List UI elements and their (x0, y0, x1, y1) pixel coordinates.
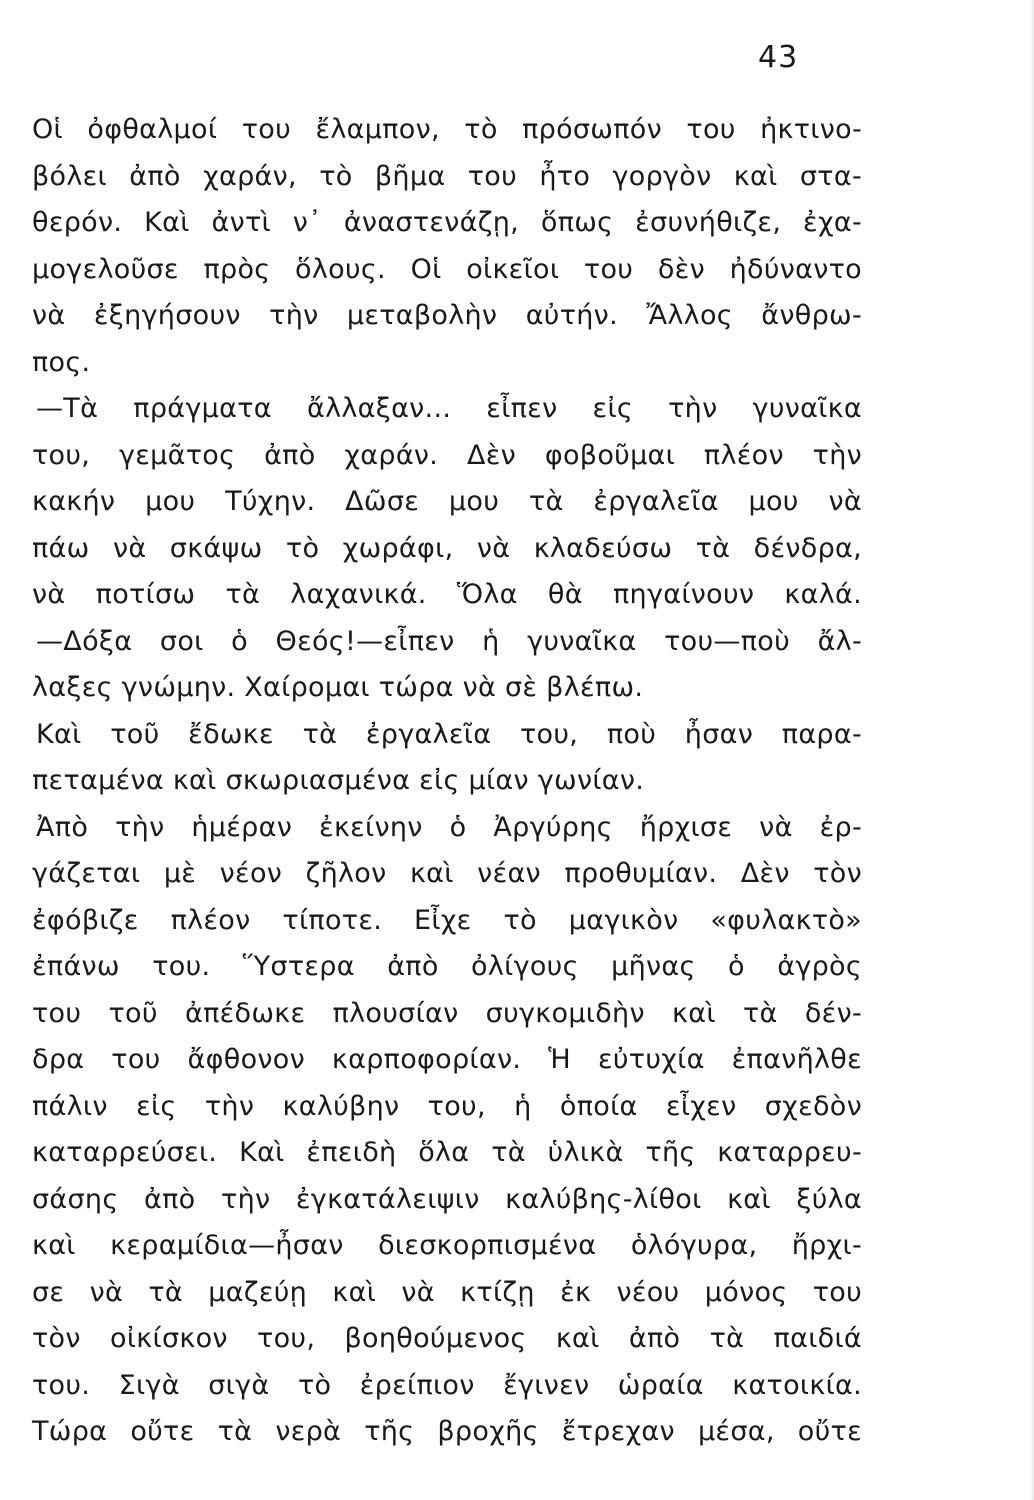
text-line: Τώρα οὔτε τὰ νερὰ τῆς βροχῆς ἔτρεχαν μέσα, οὔτε (32, 1416, 862, 1447)
text-line: πος. (32, 346, 91, 378)
body-text (32, 107, 862, 1456)
text-line: νὰ ποτίσω τὰ λαχανικά. Ὅλα θὰ πηγαίνουν καλά. (32, 579, 862, 610)
text-line: του τοῦ ἀπέδωκε πλουσίαν συγκομιδὴν καὶ τὰ δέν- (32, 997, 862, 1029)
text-line: θερόν. Καὶ ἀντὶ ν᾽ ἀναστενάζῃ, ὅπως ἐσυνήθιζε, ἐχα- (32, 207, 862, 238)
text-line: δρα του ἄφθονον καρποφορίαν. Ἡ εὐτυχία ἐπανῆλθε (32, 1044, 862, 1075)
text-line: πάλιν εἰς τὴν καλύβην του, ἡ ὁποία εἶχεν σχεδὸν (32, 1090, 862, 1122)
text-line: λαξες γνώμην. Χαίρομαι τώρα νὰ σὲ βλέπω. (32, 672, 644, 703)
text-line: σε νὰ τὰ μαζεύῃ καὶ νὰ κτίζῃ ἐκ νέου μόνος του (32, 1276, 862, 1308)
page-number: 43 (758, 40, 799, 75)
text-line: μογελοῦσε πρὸς ὅλους. Οἱ οἰκεῖοι του δὲν ἠδύναντο (32, 253, 862, 285)
text-line: πάω νὰ σκάψω τὸ χωράφι, νὰ κλαδεύσω τὰ δένδρα, (32, 532, 862, 564)
text-line: Ἀπὸ τὴν ἡμέραν ἐκείνην ὁ Ἀργύρης ἤρχισε νὰ ἐρ- (36, 811, 862, 843)
text-line: Καὶ τοῦ ἔδωκε τὰ ἐργαλεῖα του, ποὺ ἦσαν παρα- (36, 718, 862, 750)
text-line: του. Σιγὰ σιγὰ τὸ ἐρείπιον ἔγινεν ὡραία κατοικία. (32, 1369, 862, 1401)
text-line: Οἱ ὀφθαλμοί του ἔλαμπον, τὸ πρόσωπόν του ἠκτινο- (32, 114, 862, 145)
text-line: —Δόξα σοι ὁ Θεός!—εἶπεν ἡ γυναῖκα του—ποὺ ἄλ- (36, 625, 862, 657)
text-line: —Τὰ πράγματα ἄλλαξαν... εἶπεν εἰς τὴν γυναῖκα (36, 393, 862, 424)
text-line: του, γεμᾶτος ἀπὸ χαράν. Δὲν φοβοῦμαι πλέον τὴν (32, 439, 862, 471)
text-line: νὰ ἐξηγήσουν τὴν μεταβολὴν αὐτήν. Ἄλλος ἄνθρω- (32, 300, 862, 331)
text-line: βόλει ἀπὸ χαράν, τὸ βῆμα του ἦτο γοργὸν καὶ στα- (32, 160, 862, 192)
text-line: ἐπάνω του. Ὕστερα ἀπὸ ὀλίγους μῆνας ὁ ἀγρὸς (32, 951, 862, 982)
text-line: καὶ κεραμίδια—ἦσαν διεσκορπισμένα ὁλόγυρα, ἤρχι- (32, 1230, 862, 1261)
text-line: πεταμένα καὶ σκωριασμένα εἰς μίαν γωνίαν. (32, 765, 645, 796)
text-line: γάζεται μὲ νέον ζῆλον καὶ νέαν προθυμίαν. Δὲν τὸν (32, 858, 862, 889)
text-line: τὸν οἰκίσκον του, βοηθούμενος καὶ ἀπὸ τὰ παιδιά (32, 1323, 862, 1354)
text-line: καταρρεύσει. Καὶ ἐπειδὴ ὅλα τὰ ὑλικὰ τῆς καταρρευ- (32, 1137, 862, 1168)
page-edge-shadow (1030, 0, 1034, 1500)
text-line: κακήν μου Τύχην. Δῶσε μου τὰ ἐργαλεῖα μου νὰ (32, 486, 862, 517)
text-line: σάσης ἀπὸ τὴν ἐγκατάλειψιν καλύβης-λίθοι καὶ ξύλα (32, 1183, 862, 1215)
text-line: ἐφόβιζε πλέον τίποτε. Εἶχε τὸ μαγικὸν «φυλακτὸ» (32, 904, 862, 936)
